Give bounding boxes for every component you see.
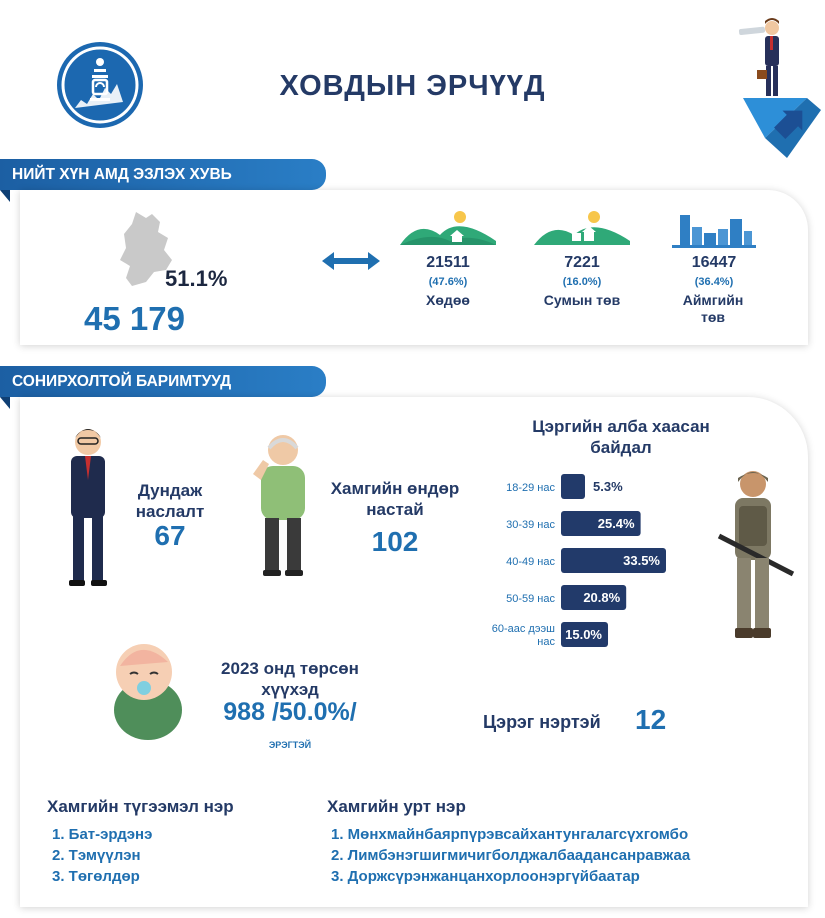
bar-value-label: 20.8% bbox=[583, 590, 621, 605]
young-man-illustration bbox=[57, 424, 119, 594]
military-title: Цэргийн алба хаасан байдал bbox=[532, 417, 710, 457]
military-rank-label: Цэрэг нэртэй bbox=[483, 712, 601, 732]
bar-category-label: 40-49 нас bbox=[506, 556, 555, 568]
list-item: 1. Бат-эрдэнэ bbox=[52, 826, 153, 843]
soum-center-value: 7221 bbox=[564, 254, 600, 271]
military-rank-value: 12 bbox=[635, 704, 667, 735]
newborn-baby-illustration bbox=[100, 636, 200, 742]
oldest-value: 102 bbox=[371, 526, 419, 557]
banner-fold bbox=[0, 190, 10, 202]
aimag-center-label: Аймгийн төв bbox=[682, 292, 744, 325]
list-item: 3. Төгөлдөр bbox=[52, 868, 140, 885]
village-hills-icon bbox=[534, 205, 630, 249]
bar bbox=[561, 474, 585, 499]
population-section-banner: НИЙТ ХҮН АМД ЭЗЛЭХ ХУВЬ bbox=[0, 159, 326, 190]
bar-category-label: 30-39 нас bbox=[506, 519, 555, 531]
population-total: 45 179 bbox=[84, 300, 185, 337]
bar-value-label: 5.3% bbox=[593, 479, 623, 494]
births-value: 988 /50.0%/ bbox=[223, 698, 357, 726]
bar-category-label: 18-29 нас bbox=[506, 482, 555, 494]
list-item: 1. Мөнхмайнбаярпүрэвсайхантунгалагсүхгомбо bbox=[331, 826, 689, 843]
page-title: ХОВДЫН ЭРЧҮҮД bbox=[279, 70, 546, 102]
list-item: 3. Доржсүрэнжанцанхорлоонэргүйбаатар bbox=[331, 868, 640, 885]
bar-value-label: 25.4% bbox=[597, 516, 635, 531]
countryside-label: Хөдөө bbox=[426, 292, 470, 308]
oldest-label: Хамгийн өндөр настай bbox=[330, 479, 460, 519]
avg-age-label: Дундаж наслалт bbox=[135, 481, 205, 521]
common-names-list bbox=[52, 824, 152, 887]
city-buildings-icon bbox=[666, 205, 762, 249]
population-share: 51.1% bbox=[165, 266, 228, 291]
longest-names-list bbox=[331, 824, 690, 887]
banner-fold bbox=[0, 397, 10, 409]
aimag-center-value: 16447 bbox=[691, 254, 737, 271]
countryside-percent: (47.6%) bbox=[428, 276, 468, 288]
common-names-title: Хамгийн түгээмэл нэр bbox=[47, 797, 234, 816]
soum-center-label: Сумын төв bbox=[543, 292, 621, 308]
list-item: 2. Лимбэнэгшигмичигболджалбаадансанравжаа bbox=[331, 847, 691, 864]
bar-value-label: 15.0% bbox=[565, 627, 603, 642]
breakdown-soum-center bbox=[534, 205, 630, 309]
military-service-chart bbox=[475, 470, 695, 660]
facts-section-banner: СОНИРХОЛТОЙ БАРИМТУУД bbox=[0, 366, 326, 397]
births-sub: ЭРЭГТЭЙ bbox=[268, 740, 312, 750]
countryside-hills-icon bbox=[400, 205, 496, 249]
list-item: 2. Тэмүүлэн bbox=[52, 847, 141, 864]
bar-value-label: 33.5% bbox=[623, 553, 660, 568]
businessman-telescope-illustration bbox=[735, 10, 825, 170]
double-arrow-icon bbox=[320, 250, 382, 272]
bar-category-label: 50-59 нас bbox=[506, 593, 555, 605]
aimag-center-percent: (36.4%) bbox=[694, 276, 734, 288]
countryside-value: 21511 bbox=[426, 254, 470, 271]
soldier-illustration bbox=[713, 466, 797, 656]
elderly-man-illustration bbox=[247, 430, 319, 580]
avg-age-value: 67 bbox=[154, 520, 186, 551]
breakdown-countryside bbox=[400, 205, 496, 309]
births-label: 2023 онд төрсөн хүүхэд bbox=[221, 659, 359, 699]
bar-category-label: 60-аас дээш нас bbox=[491, 623, 555, 648]
breakdown-aimag-center bbox=[666, 205, 762, 326]
soum-center-percent: (16.0%) bbox=[562, 276, 602, 288]
longest-names-title: Хамгийн урт нэр bbox=[327, 797, 466, 816]
